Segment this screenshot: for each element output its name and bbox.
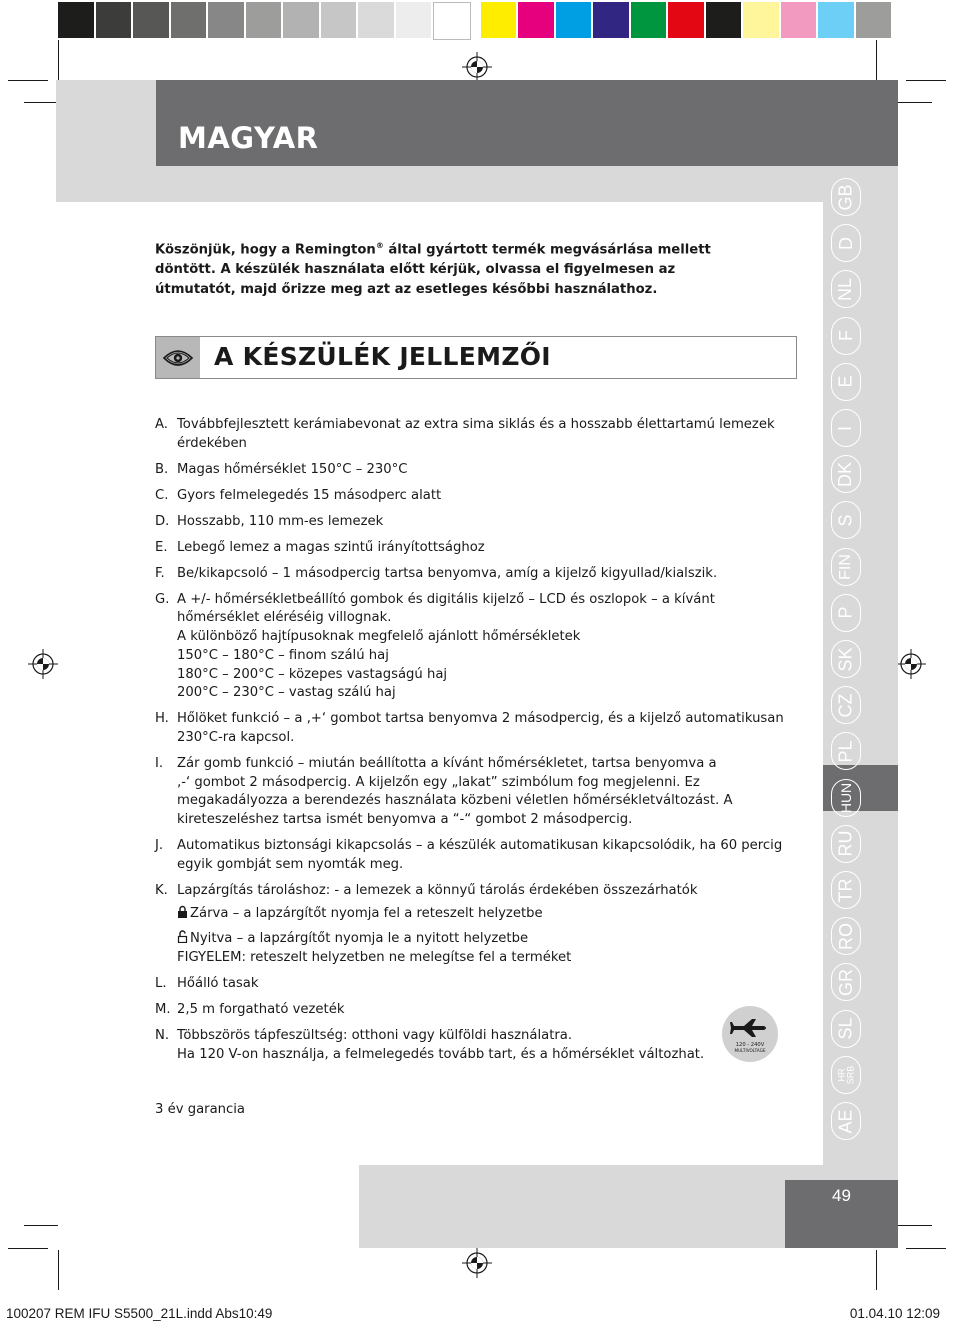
crop-mark (58, 1250, 59, 1290)
intro-line: döntött. A készülék használata előtt kérjük, olvassa el figyelmesen az (155, 262, 676, 278)
lang-tab-gb[interactable]: GB (831, 178, 861, 216)
lang-tab-fin[interactable]: FIN (831, 548, 861, 586)
feature-line: A különböző hajtípusoknak megfelelő ajánlott hőmérsékletek (177, 629, 581, 645)
feature-line: kireteszeléshez tartsa ismét benyomva a “-“ gombot 2 másodpercig. (177, 812, 633, 828)
intro-line: által gyártott termék megvásárlása mellett (383, 242, 711, 258)
color-swatch (781, 2, 817, 38)
feature-letter: K. (155, 882, 168, 898)
feature-line: A +/- hőmérsékletbeállító gombok és digitális kijelző – LCD és oszlopok – a kívánt (177, 591, 715, 607)
color-swatch (668, 2, 704, 38)
feature-line (177, 930, 795, 949)
lang-tab-hun[interactable]: HUN (831, 779, 861, 817)
color-swatch (818, 2, 854, 38)
feature-line: Gyors felmelegedés 15 másodperc alatt (177, 487, 442, 503)
crop-mark (906, 1248, 946, 1249)
unlocked-icon (177, 930, 188, 943)
feature-item-l (155, 975, 795, 994)
lang-tab-s[interactable]: S (831, 501, 861, 539)
feature-list (155, 416, 795, 1072)
crop-mark (24, 1225, 58, 1226)
lang-tab-pl[interactable]: PL (831, 732, 861, 770)
page-number-box (785, 1180, 898, 1248)
crop-mark (8, 1248, 48, 1249)
feature-line: Automatikus biztonsági kikapcsolás – a készülék automatikusan kikapcsolódik, ha 60 percig (177, 838, 783, 854)
badge-voltage: 120 - 240V (735, 1042, 765, 1048)
grey-band (156, 166, 898, 202)
page-number: 49 (832, 1186, 851, 1205)
registration-mark-icon (462, 1248, 492, 1278)
gray-swatch (96, 2, 132, 38)
lang-tab-dk[interactable]: DK (831, 455, 861, 493)
gray-swatch (58, 2, 94, 38)
feature-letter: L. (155, 975, 167, 991)
lang-tab-nl[interactable]: NL (831, 270, 861, 308)
feature-item-k (155, 882, 795, 968)
feature-line: 180°C – 200°C – közepes vastagságú haj (177, 666, 448, 682)
feature-line: 200°C – 230°C – vastag szálú haj (177, 685, 396, 701)
feature-line: Be/kikapcsoló – 1 másodpercig tartsa benyomva, amíg a kijelző kigyullad/kialszik. (177, 565, 718, 581)
feature-letter: C. (155, 487, 169, 503)
lang-tab-e[interactable]: E (831, 363, 861, 401)
gray-swatch (171, 2, 207, 38)
feature-line: Ha 120 V-on használja, a felmelegedés tovább tart, és a hőmérséklet változhat. (177, 1046, 705, 1062)
gray-swatch (321, 2, 357, 38)
registration-mark-icon (462, 52, 492, 82)
feature-letter: I. (155, 755, 164, 771)
feature-line (177, 905, 795, 924)
crop-mark (876, 1250, 877, 1290)
lang-tab-i[interactable]: I (831, 409, 861, 447)
badge-caption: MULTIVOLTAGE (734, 1048, 766, 1053)
feature-item-a (155, 416, 795, 453)
feature-letter: E. (155, 539, 168, 555)
gray-swatch (208, 2, 244, 38)
feature-item-h (155, 710, 795, 747)
feature-line: Továbbfejlesztett kerámiabevonat az extra sima siklás és a hosszabb élettartamú lemezek (177, 417, 775, 432)
color-swatch (743, 2, 779, 38)
airplane-icon (722, 1006, 778, 1062)
lang-tab-f[interactable]: F (831, 317, 861, 355)
lang-tab-p[interactable]: P (831, 594, 861, 632)
lang-tab-ro[interactable]: RO (831, 917, 861, 955)
lang-tab-ae[interactable]: AE (831, 1102, 861, 1140)
feature-line: egyik gombját sem nyomták meg. (177, 856, 404, 872)
feature-letter: M. (155, 1001, 171, 1017)
crop-mark (58, 40, 59, 80)
crop-mark (876, 40, 877, 80)
gray-swatch (358, 2, 394, 38)
color-swatch (631, 2, 667, 38)
feature-line: Lebegő lemez a magas szintű irányítottsághoz (177, 539, 485, 555)
color-swatch (856, 2, 892, 38)
feature-text: Zárva – a lapzárgítőt nyomja fel a reteszelt helyzetbe (190, 906, 543, 922)
color-swatch (518, 2, 554, 38)
feature-item-n (155, 1027, 795, 1064)
feature-letter: H. (155, 711, 169, 727)
feature-line: 230°C-ra kapcsol. (177, 729, 295, 745)
feature-line: Többszörös tápfeszültség: otthoni vagy külföldi használatra. (177, 1027, 573, 1043)
feature-line: Hőálló tasak (177, 975, 259, 991)
crop-mark (898, 102, 932, 103)
feature-line: Hosszabb, 110 mm-es lemezek (177, 513, 384, 529)
gray-swatch (133, 2, 169, 38)
section-header (155, 336, 797, 379)
feature-item-c (155, 487, 795, 506)
feature-line: hőmérséklet eléréséig villognak. (177, 610, 392, 626)
feature-line: Magas hőmérséklet 150°C – 230°C (177, 461, 408, 477)
feature-line: ‚-‘ gombot 2 másodpercig. A kijelzőn egy „lakat” szimbólum fog megjelenni. Ez (177, 774, 700, 790)
gray-swatch (246, 2, 282, 38)
gray-swatch (283, 2, 319, 38)
feature-letter: B. (155, 461, 169, 477)
grey-margin-block (56, 80, 156, 202)
feature-item-i (155, 755, 795, 830)
feature-line: Hőlöket funkció – a ‚+‘ gombot tartsa benyomva 2 másodpercig, és a kijelző automatikusan (177, 711, 784, 727)
gray-swatch (433, 2, 471, 40)
feature-letter: J. (155, 838, 164, 854)
feature-letter: F. (155, 565, 165, 581)
feature-text: Nyitva – a lapzárgítőt nyomja le a nyitott helyzetbe (190, 931, 529, 947)
crop-mark (898, 1225, 932, 1226)
intro-line: útmutatót, majd őrizze meg azt az esetleges későbbi használathoz. (155, 282, 658, 298)
lang-tab-gr[interactable]: GR (831, 963, 861, 1001)
intro-text (155, 236, 775, 300)
lang-tab-hr-srb[interactable]: HR SRB (831, 1056, 861, 1094)
section-icon-box (156, 337, 200, 378)
print-date: 01.04.10 12:09 (849, 1306, 940, 1321)
registration-mark-icon (28, 649, 58, 679)
feature-line: érdekében (177, 435, 247, 451)
language-title: MAGYAR (178, 121, 319, 155)
locked-icon (177, 905, 188, 918)
color-swatch (556, 2, 592, 38)
registered-mark: ® (375, 241, 384, 250)
color-swatch (593, 2, 629, 38)
warranty-text: 3 év garancia (155, 1102, 246, 1117)
eye-icon (163, 349, 193, 367)
section-title: A KÉSZÜLÉK JELLEMZŐI (214, 342, 551, 371)
feature-line: Zár gomb funkció – miután beállította a kívánt hőmérsékletet, tartsa benyomva a (177, 755, 717, 771)
feature-line: megakadályozza a berendezés használata közbeni véletlen hőmérsékletváltozást. A (177, 793, 733, 809)
crop-mark (8, 80, 48, 81)
lang-tab-tr[interactable]: TR (831, 871, 861, 909)
feature-line: FIGYELEM: reteszelt helyzetben ne melegítse fel a terméket (177, 949, 572, 965)
color-swatch (706, 2, 742, 38)
lang-tab-sk[interactable]: SK (831, 640, 861, 678)
feature-item-b (155, 461, 795, 480)
color-calibration-bar (58, 0, 898, 38)
gray-swatch (396, 2, 432, 38)
feature-item-e (155, 539, 795, 558)
crop-mark (906, 80, 946, 81)
feature-letter: A. (155, 417, 168, 432)
feature-letter: D. (155, 513, 170, 529)
feature-item-d (155, 513, 795, 532)
feature-letter: N. (155, 1027, 170, 1043)
intro-line: Köszönjük, hogy a Remington (155, 242, 376, 258)
crop-mark (24, 102, 58, 103)
feature-letter: G. (155, 591, 170, 607)
lang-tab-cz[interactable]: CZ (831, 686, 861, 724)
print-file-slug: 100207 REM IFU S5500_21L.indd Abs10:49 (6, 1306, 273, 1321)
feature-line: 150°C – 180°C – finom szálú haj (177, 647, 389, 663)
color-swatch (481, 2, 517, 38)
lang-tab-d[interactable]: D (831, 224, 861, 262)
lang-tab-sl[interactable]: SL (831, 1010, 861, 1048)
feature-item-j (155, 837, 795, 874)
lang-tab-ru[interactable]: RU (831, 825, 861, 863)
feature-line: Lapzárgítás tároláshoz: - a lemezek a könnyű tárolás érdekében összezárhatók (177, 882, 698, 898)
feature-line: 2,5 m forgatható vezeték (177, 1001, 345, 1017)
feature-item-g (155, 591, 795, 703)
feature-item-m (155, 1001, 795, 1020)
feature-item-f (155, 565, 795, 584)
multivoltage-badge (722, 1006, 778, 1062)
registration-mark-icon (896, 649, 926, 679)
